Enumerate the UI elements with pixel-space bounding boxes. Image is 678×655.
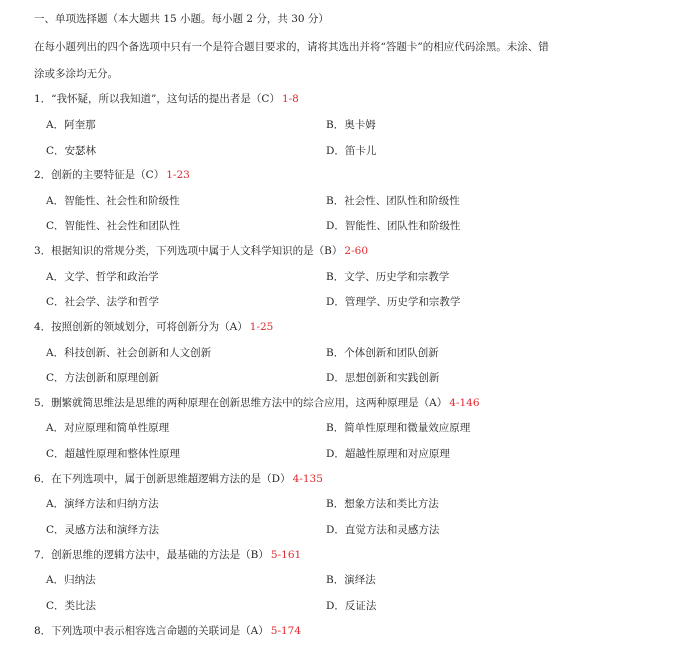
question-reference: 5-161 [270,549,302,561]
question-2 [34,168,190,182]
option-a: A．演绎方法和归纳方法 [46,498,159,510]
option-a: A．对应原理和简单性原理 [46,422,170,434]
option-a: A．文学、哲学和政治学 [46,271,159,283]
question-reference: 1-25 [249,321,274,333]
question-3 [34,244,368,258]
option-b: B．想象方法和类比方法 [326,498,439,510]
question-stem: 1．“我怀疑，所以我知道”，这句话的提出者是（C） [34,93,280,105]
question-reference: 5-174 [270,625,302,637]
question-stem: 7．创新思维的逻辑方法中，最基础的方法是（B） [34,549,269,561]
question-stem: 6．在下列选项中，属于创新思维超逻辑方法的是（D） [34,473,291,485]
option-a: A．智能性、社会性和阶级性 [46,195,180,207]
question-stem: 3．根据知识的常规分类，下列选项中属于人文科学知识的是（B） [34,245,343,257]
option-b: B．简单性原理和微量效应原理 [326,422,471,434]
instruction-line-1: 在每小题列出的四个备选项中只有一个是符合题目要求的，请将其选出并将“答题卡”的相应代码涂黑。未涂、错 [34,41,549,53]
option-c: C．类比法 [46,600,97,612]
question-stem: 2．创新的主要特征是（C） [34,169,165,181]
option-a: A．归纳法 [46,574,96,586]
question-4 [34,320,273,334]
question-stem: 5．删繁就简思维法是思维的两种原理在创新思维方法中的综合应用，这两种原理是（A） [34,397,448,409]
option-a: A．科技创新、社会创新和人文创新 [46,347,212,359]
question-reference: 1-8 [281,93,299,105]
option-c: C．超越性原理和整体性原理 [46,448,181,460]
option-b: B．个体创新和团队创新 [326,347,439,359]
question-5 [34,396,480,410]
question-stem: 4．按照创新的领域划分，可将创新分为（A） [34,321,248,333]
option-b: B．演绎法 [326,574,376,586]
question-stem: 8．下列选项中表示相容选言命题的关联词是（A） [34,625,269,637]
question-8 [34,624,301,638]
option-d: D．管理学、历史学和宗教学 [326,296,461,308]
option-b: B．社会性、团队性和阶级性 [326,195,460,207]
option-b: B．奥卡姆 [326,119,376,131]
option-c: C．智能性、社会性和团队性 [46,220,181,232]
option-d: D．直觉方法和灵感方法 [326,524,440,536]
question-7 [34,548,301,562]
option-b: B．文学、历史学和宗教学 [326,271,450,283]
option-d: D．反证法 [326,600,377,612]
option-d: D．笛卡儿 [326,145,377,157]
section-title: 一、单项选择题（本大题共 15 小题。每小题 2 分，共 30 分） [34,13,329,25]
question-reference: 2-60 [344,245,368,257]
question-reference: 4-146 [449,397,480,409]
question-reference: 1-23 [166,169,190,181]
option-c: C．安瑟林 [46,145,97,157]
option-d: D．思想创新和实践创新 [326,372,440,384]
option-d: D．智能性、团队性和阶级性 [326,220,461,232]
question-1 [34,92,299,106]
option-a: A．阿奎那 [46,119,96,131]
option-d: D．超越性原理和对应原理 [326,448,450,460]
question-6 [34,472,323,486]
instruction-line-2: 涂或多涂均无分。 [34,68,118,80]
option-c: C．方法创新和原理创新 [46,372,160,384]
option-c: C．灵感方法和演绎方法 [46,524,160,536]
question-reference: 4-135 [292,473,323,485]
option-c: C．社会学、法学和哲学 [46,296,160,308]
